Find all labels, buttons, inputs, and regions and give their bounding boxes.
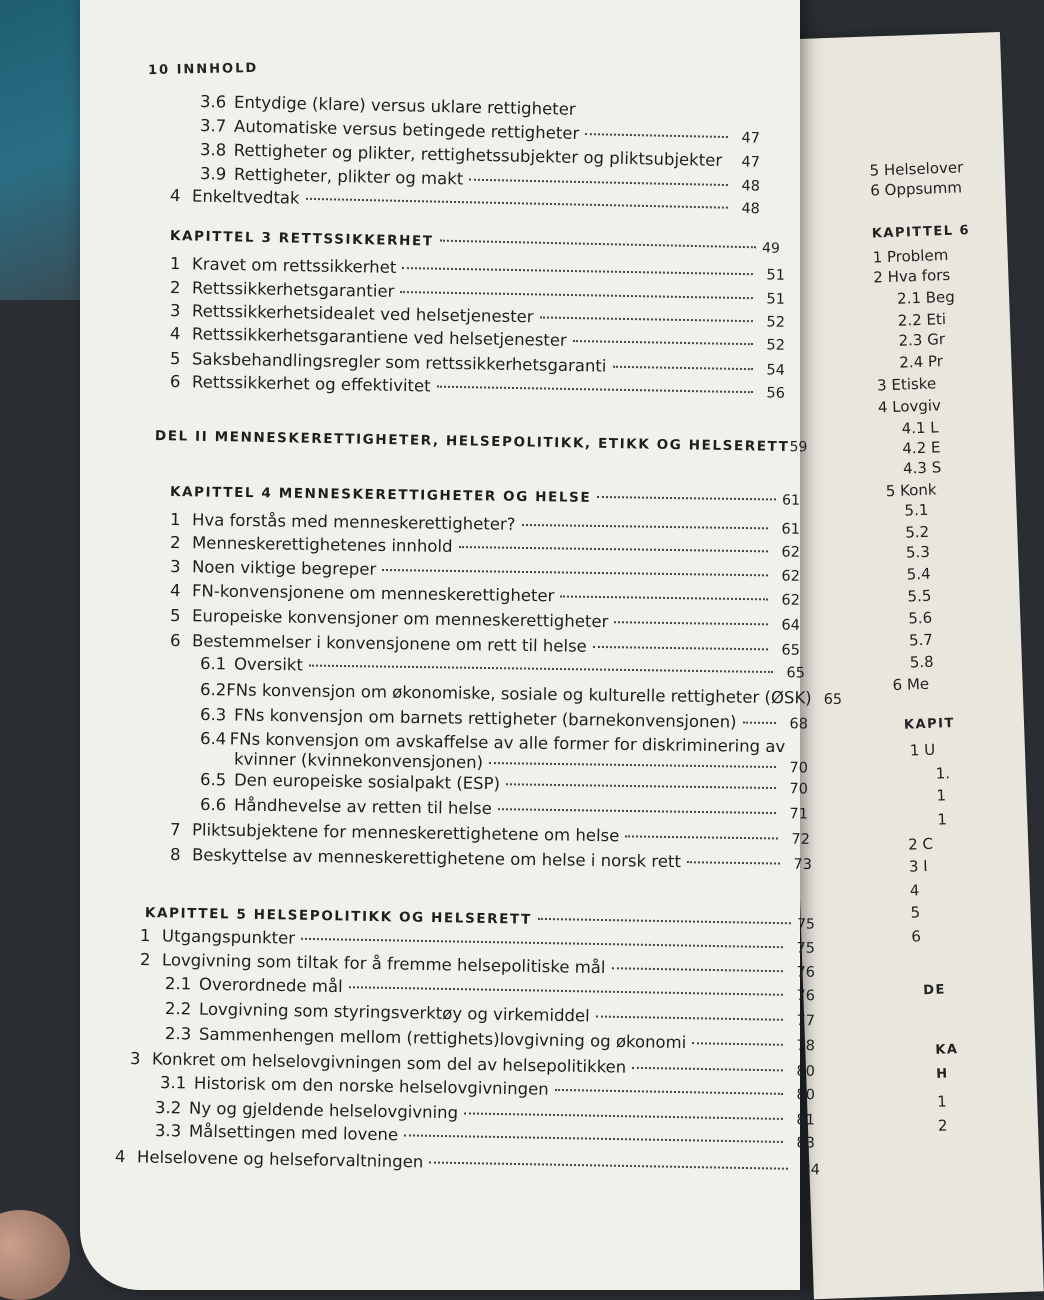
right-page-line: 3 Etiske <box>877 374 937 394</box>
entry-number: 6.1 <box>200 654 234 673</box>
entry-number: 6.4 <box>200 729 230 748</box>
page-number: 81 <box>789 1112 815 1128</box>
page-number <box>576 115 602 116</box>
right-page-line: 1 <box>936 786 946 804</box>
entry-title: Kravet om rettssikkerhet <box>192 254 397 277</box>
right-page-line: 5.6 <box>908 609 932 628</box>
page-number: 75 <box>797 916 815 932</box>
dot-leader <box>612 366 753 370</box>
entry-title: Rettssikkerhetsgarantier <box>192 278 395 301</box>
entry-title: kvinner (kvinnekonvensjonen) <box>234 749 483 771</box>
entry-title: Rettssikkerhetsidealet ved helsetjenester <box>192 301 534 326</box>
heading-title: KAPITTEL 3 RETTSSIKKERHET <box>170 228 434 250</box>
right-page-line: 5 <box>910 903 920 921</box>
page-number: 78 <box>789 1038 815 1054</box>
entry-title: Europeiske konvensjoner om menneskerettigheter <box>192 606 609 631</box>
entry-number: 4 <box>115 1147 137 1166</box>
toc-entry <box>170 845 812 876</box>
page-number: 47 <box>734 130 760 147</box>
right-page-line: KAPITTEL 6 <box>872 223 971 241</box>
entry-title: Rettigheter og plikter, rettighetssubjekter og pliktsubjekter <box>234 141 723 170</box>
entry-number: 3 <box>170 301 192 320</box>
entry-title: Ny og gjeldende helselovgivning <box>189 1099 458 1123</box>
dot-leader <box>585 133 728 138</box>
entry-number: 3.3 <box>155 1121 189 1141</box>
right-page-line: 1 Problem <box>872 246 948 267</box>
dot-leader <box>437 386 753 394</box>
dot-leader <box>402 267 753 275</box>
entry-number: 5 <box>170 349 192 368</box>
entry-title: Saksbehandlingsregler som rettssikkerhetsgaranti <box>192 349 607 375</box>
right-page-line: 4.3 S <box>903 458 942 477</box>
page-number: 83 <box>789 1135 815 1151</box>
page-number: 80 <box>789 1087 815 1103</box>
dot-leader <box>309 665 773 673</box>
dot-leader <box>540 316 753 322</box>
entry-title: Bestemmelser i konvensjonene om rett til helse <box>192 631 587 656</box>
page-number: 84 <box>794 1162 820 1178</box>
entry-number: 3.9 <box>200 164 234 184</box>
dot-leader <box>349 986 783 996</box>
dot-leader <box>498 808 776 814</box>
entry-title: Konkret om helselovgivningen som del av helsepolitikken <box>152 1049 627 1076</box>
page-number: 80 <box>789 1064 815 1080</box>
entry-number: 8 <box>170 845 192 864</box>
heading-title: KAPITTEL 4 MENNESKERETTIGHETER OG HELSE <box>170 484 591 506</box>
entry-number: 2.1 <box>165 974 199 994</box>
dot-leader <box>306 198 728 209</box>
entry-number: 3.8 <box>200 140 234 160</box>
right-page-line: 5.3 <box>906 543 930 562</box>
entry-title: Rettssikkerhetsgarantiene ved helsetjenester <box>192 324 567 350</box>
right-page-line: 4 <box>909 881 919 899</box>
entry-title: Noen viktige begreper <box>192 557 376 579</box>
right-page-line: 5 Helselover <box>869 158 963 179</box>
entry-title: FNs konvensjon om avskaffelse av alle former for diskriminering av <box>230 729 786 756</box>
entry-number: 6 <box>170 631 192 650</box>
right-page-line: 2.2 Eti <box>898 310 947 330</box>
right-page-line: 3 I <box>909 857 928 876</box>
right-page-line: 2.1 Beg <box>897 288 955 308</box>
dot-leader <box>614 621 768 625</box>
page-number: 52 <box>759 314 785 330</box>
entry-number: 6 <box>170 372 192 391</box>
dot-leader <box>611 967 782 972</box>
entry-number: 1 <box>170 254 192 273</box>
entry-number: 6.2 <box>200 680 227 699</box>
entry-title: FNs konvensjon om økonomiske, sosiale og kulturelle rettigheter (ØSK) <box>226 680 812 707</box>
entry-title: FN-konvensjonene om menneskerettigheter <box>192 581 555 605</box>
right-page-line: KA <box>935 1042 959 1058</box>
entry-number: 2 <box>170 278 192 297</box>
right-page-line: 5.7 <box>909 631 933 650</box>
right-page-line: 6 Oppsumm <box>870 178 962 199</box>
page-number: 68 <box>782 716 808 732</box>
dot-leader <box>743 722 776 724</box>
entry-title: Sammenhengen mellom (rettighets)lovgivning og økonomi <box>199 1025 687 1053</box>
entry-title: Målsettingen med lovene <box>189 1122 398 1145</box>
entry-number: 1 <box>170 510 192 529</box>
heading-title: KAPITTEL 5 HELSEPOLITIKK OG HELSERETT <box>145 905 532 928</box>
entry-number: 6.6 <box>200 795 234 814</box>
dot-leader <box>692 1042 783 1046</box>
right-page-line: 5.8 <box>909 653 933 672</box>
right-page-line: KAPIT <box>904 716 955 733</box>
entry-title: Enkeltvedtak <box>192 186 300 207</box>
dot-leader <box>469 179 728 186</box>
entry-title: Entydige (klare) versus uklare rettigheter <box>234 93 576 119</box>
page-number: 75 <box>789 940 815 956</box>
right-page-line: 5.4 <box>906 565 930 584</box>
entry-title: Lovgivning som tiltak for å fremme helsepolitiske mål <box>162 950 606 977</box>
page-number: 65 <box>779 665 805 681</box>
page-number: 77 <box>789 1013 815 1029</box>
entry-number: 6.3 <box>200 705 234 724</box>
page-number: 49 <box>762 240 780 256</box>
entry-title: Den europeiske sosialpakt (ESP) <box>234 770 500 793</box>
dot-leader <box>464 1112 783 1120</box>
right-page-line: 1 <box>937 1092 947 1110</box>
entry-number: 3.1 <box>160 1073 194 1093</box>
entry-title: Utgangspunkter <box>162 926 295 947</box>
dot-leader <box>429 1161 788 1169</box>
page-number: 62 <box>774 592 800 608</box>
entry-number: 3.2 <box>155 1098 189 1118</box>
dot-leader <box>301 938 783 948</box>
page-number: 59 <box>789 439 807 455</box>
entry-title: Håndhevelse av retten til helse <box>234 795 492 818</box>
right-page-line: 1. <box>935 764 950 782</box>
page-number: 65 <box>824 692 843 708</box>
page-number: 61 <box>782 493 800 509</box>
entry-number: 2.2 <box>165 999 199 1019</box>
right-page-line: 6 Me <box>892 675 929 694</box>
entry-title: Menneskerettighetenes innhold <box>192 533 453 556</box>
entry-number: 7 <box>170 820 192 839</box>
entry-title: Lovgivning som styringsverktøy og virkemiddel <box>199 1000 590 1026</box>
right-page-line: 2.4 Pr <box>899 352 943 372</box>
page-number: 62 <box>774 544 800 560</box>
page-number: 48 <box>734 201 760 218</box>
page-number: 72 <box>784 832 810 848</box>
page-number: 56 <box>759 385 785 401</box>
entry-number: 3 <box>130 1049 152 1068</box>
dot-leader <box>521 524 767 529</box>
dot-leader <box>555 1089 783 1095</box>
page-number: 51 <box>759 291 785 307</box>
page-number: 64 <box>774 617 800 633</box>
entry-number: 2 <box>170 533 192 552</box>
entry-number: 3 <box>170 557 192 576</box>
dot-leader <box>573 340 753 345</box>
entry-title: Hva forstås med menneskerettigheter? <box>192 510 516 534</box>
dot-leader <box>404 1134 783 1143</box>
dot-leader <box>382 569 768 576</box>
right-page-line: 5.5 <box>907 587 931 606</box>
page-number: 71 <box>782 806 808 822</box>
dot-leader <box>560 595 768 600</box>
entry-title: Oversikt <box>234 654 303 674</box>
entry-number: 5 <box>170 606 192 625</box>
dot-leader <box>632 1067 783 1072</box>
right-page-line: 2.3 Gr <box>898 330 945 350</box>
right-page-line: 5.1 <box>904 501 928 520</box>
entry-title: Pliktsubjektene for menneskerettighetene om helse <box>192 820 620 845</box>
dot-leader <box>596 1016 783 1021</box>
entry-number: 3.7 <box>200 116 234 136</box>
entry-number: 1 <box>140 926 162 945</box>
right-page-line: 2 <box>938 1116 948 1134</box>
entry-number: 4 <box>170 186 192 205</box>
right-page-line: 4 Lovgiv <box>878 396 942 416</box>
entry-title: Automatiske versus betingede rettigheter <box>234 117 580 143</box>
right-page-line: 5.2 <box>905 523 929 542</box>
dot-leader <box>593 646 768 650</box>
right-page-line: 2 C <box>908 835 933 854</box>
page-number: 76 <box>789 988 815 1004</box>
page-number: 48 <box>734 178 760 195</box>
entry-number: 4 <box>170 324 192 343</box>
right-page-line: 2 Hva fors <box>873 266 950 287</box>
dot-leader <box>400 291 753 299</box>
entry-number: 6.5 <box>200 770 234 789</box>
page-number: 65 <box>774 642 800 658</box>
right-page-line: 4.2 E <box>902 438 941 457</box>
page-number: 61 <box>774 521 800 537</box>
right-page-line: 1 <box>937 810 947 828</box>
page-number: 70 <box>782 781 808 797</box>
entry-title: Overordnede mål <box>199 975 343 997</box>
chapter-heading <box>170 484 800 509</box>
entry-title: Rettigheter, plikter og makt <box>234 165 464 189</box>
dot-leader <box>687 861 780 864</box>
dot-leader <box>489 762 776 768</box>
entry-title: Rettssikkerhet og effektivitet <box>192 372 431 395</box>
entry-number: 3.6 <box>200 92 234 112</box>
page-number: 54 <box>759 362 785 378</box>
part-heading <box>155 428 795 455</box>
right-page-line: 6 <box>911 927 921 945</box>
page-number: 70 <box>782 760 808 776</box>
entry-number: 4 <box>170 581 192 600</box>
entry-title: Beskyttelse av menneskerettighetene om helse i norsk rett <box>192 845 681 871</box>
entry-title: Helselovene og helseforvaltningen <box>137 1147 424 1171</box>
heading-title: DEL II MENNESKERETTIGHETER, HELSEPOLITIKK, ETIKK OG HELSERETT <box>155 428 790 455</box>
page-number: 76 <box>789 964 815 980</box>
entry-number: 2 <box>140 950 162 969</box>
right-page-line: DE <box>923 982 946 998</box>
entry-title: FNs konvensjon om barnets rettigheter (barnekonvensjonen) <box>234 705 737 731</box>
page-number: 62 <box>774 568 800 584</box>
entry-number: 2.3 <box>165 1024 199 1044</box>
right-page-line: 4.1 L <box>901 418 939 437</box>
dot-leader <box>506 783 776 789</box>
dot-leader <box>625 835 778 839</box>
running-head: 10 INNHOLD <box>148 61 259 78</box>
page-number: 73 <box>786 857 812 873</box>
entry-title: Historisk om den norske helselovgivningen <box>194 1074 549 1099</box>
dot-leader <box>459 546 768 552</box>
right-page-line: 1 U <box>910 741 936 760</box>
right-page-line: H <box>936 1066 949 1081</box>
page-number: 47 <box>734 154 760 171</box>
chapter-heading <box>170 228 780 257</box>
page-number: 51 <box>759 267 785 283</box>
page-number: 52 <box>759 337 785 353</box>
right-page-line: 5 Konk <box>886 480 937 500</box>
